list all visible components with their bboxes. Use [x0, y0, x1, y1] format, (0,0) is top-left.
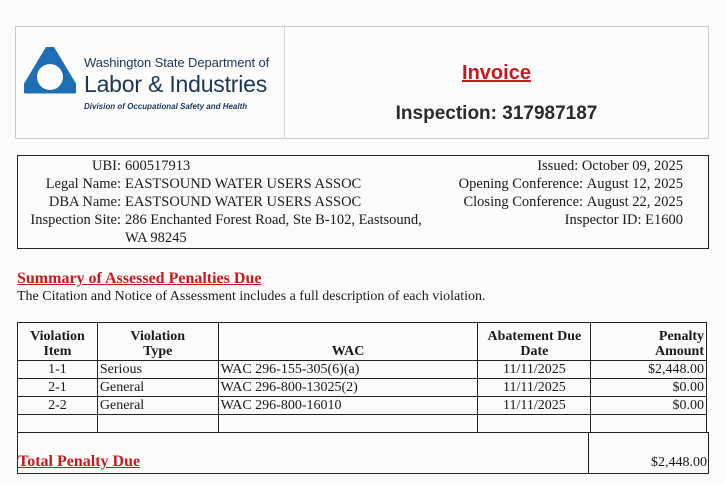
info-value: E1600 [645, 212, 683, 228]
cell-type: General [97, 397, 218, 415]
info-row-issued [459, 157, 683, 175]
total-divider [588, 433, 589, 473]
cell-date: 11/11/2025 [478, 379, 591, 397]
table-row [18, 397, 707, 415]
total-penalty-amount: $2,448.00 [651, 455, 707, 470]
header-text: Amount [654, 344, 704, 359]
cell-date [478, 415, 591, 433]
info-label: DBA Name: [48, 194, 121, 210]
info-row-ubi [18, 157, 445, 175]
cell-amount [591, 415, 707, 433]
header-text: Type [143, 344, 173, 359]
info-row-closing-conference [459, 193, 683, 211]
cell-amount: $2,448.00 [591, 361, 707, 379]
cell-date: 11/11/2025 [478, 397, 591, 415]
column-header-amount [591, 323, 707, 361]
cell-wac: WAC 296-800-13025(2) [218, 379, 478, 397]
cell-wac: WAC 296-800-16010 [218, 397, 478, 415]
cell-item: 2-1 [18, 379, 98, 397]
table-row [18, 379, 707, 397]
header-text: Abatement Due [487, 329, 582, 344]
invoice-title: Invoice [462, 62, 531, 84]
info-value: October 09, 2025 [581, 158, 683, 174]
info-row-inspection-site [18, 211, 445, 247]
cell-amount: $0.00 [591, 397, 707, 415]
info-row-dba-name [18, 193, 445, 211]
agency-line-2: Labor & Industries [84, 71, 268, 97]
info-label: UBI: [92, 158, 121, 174]
cell-item [18, 415, 98, 433]
cell-type [97, 415, 218, 433]
info-label: Closing Conference: [463, 194, 584, 210]
info-value: EASTSOUND WATER USERS ASSOC [125, 194, 362, 210]
summary-subtitle: The Citation and Notice of Assessment includes a full description of each violation. [17, 289, 486, 304]
column-header-type [97, 323, 218, 361]
cell-item: 2-2 [18, 397, 98, 415]
cell-amount: $0.00 [591, 379, 707, 397]
agency-division: Division of Occupational Safety and Health [84, 102, 248, 111]
cell-item: 1-1 [18, 361, 98, 379]
employer-info-box [17, 155, 709, 249]
info-value: 286 Enchanted Forest Road, Ste B-102, Eastsound, WA 98245 [125, 212, 422, 246]
inspection-number: Inspection: 317987187 [395, 103, 598, 124]
table-row [18, 361, 707, 379]
column-header-wac [218, 323, 478, 361]
info-value: August 22, 2025 [586, 194, 683, 210]
column-header-item [18, 323, 98, 361]
penalty-table [17, 322, 707, 433]
cell-type: General [97, 379, 218, 397]
employer-details [18, 157, 445, 247]
inspection-dates [459, 157, 683, 229]
header-text: Item [43, 344, 72, 359]
agency-line-1: Washington State Department of [84, 55, 270, 70]
table-header-row [18, 323, 707, 361]
info-label: Issued: [537, 158, 579, 174]
invoice-header [15, 26, 709, 139]
lni-logo-icon [24, 47, 76, 99]
cell-wac: WAC 296-155-305(6)(a) [218, 361, 478, 379]
table-row-empty [18, 415, 707, 433]
column-header-date [478, 323, 591, 361]
agency-name [84, 55, 269, 111]
header-text: Date [520, 344, 549, 359]
info-value: August 12, 2025 [586, 176, 683, 192]
cell-type: Serious [97, 361, 218, 379]
header-text: Violation [30, 329, 85, 344]
info-row-opening-conference [459, 175, 683, 193]
header-text: Penalty [658, 329, 704, 344]
info-label: Opening Conference: [458, 176, 584, 192]
info-row-inspector-id [459, 211, 683, 229]
info-row-legal-name [18, 175, 445, 193]
total-penalty-box [17, 432, 709, 474]
info-label: Legal Name: [45, 176, 121, 192]
info-value: EASTSOUND WATER USERS ASSOC [125, 176, 362, 192]
info-value: 600517913 [125, 158, 191, 174]
info-label: Inspector ID: [564, 212, 642, 228]
cell-date: 11/11/2025 [478, 361, 591, 379]
header-text: WAC [331, 344, 365, 359]
summary-title: Summary of Assessed Penalties Due [17, 270, 262, 287]
cell-wac [218, 415, 478, 433]
total-penalty-label: Total Penalty Due [18, 453, 141, 470]
header-text: Violation [130, 329, 186, 344]
info-label: Inspection Site: [30, 212, 121, 228]
